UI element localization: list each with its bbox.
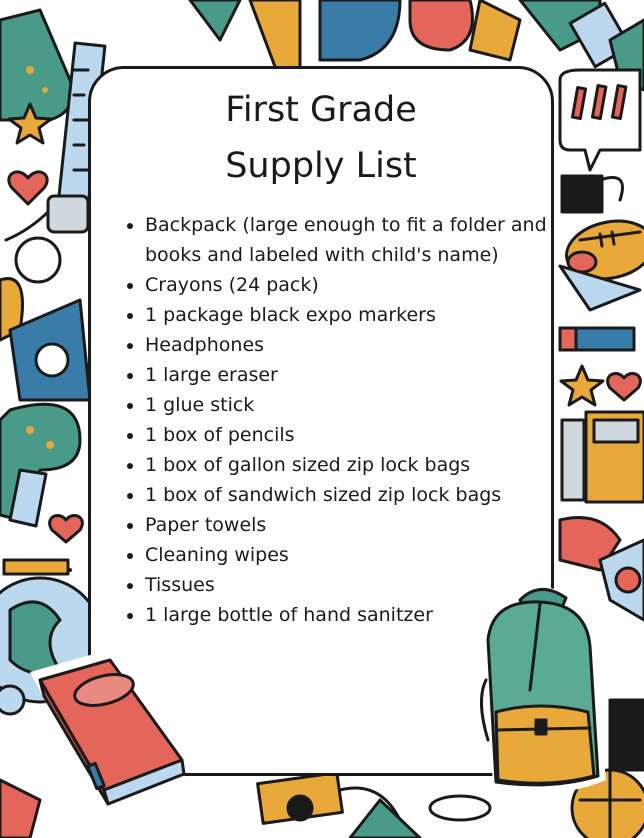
list-item: Tissues — [127, 570, 547, 600]
heart-icon — [608, 373, 641, 400]
calculator-icon — [562, 412, 644, 502]
list-item: Crayons (24 pack) — [127, 270, 547, 300]
list-item: 1 box of pencils — [127, 420, 547, 450]
headphones-icon — [6, 196, 88, 282]
page-title-line-1: First Grade — [225, 90, 417, 130]
supply-list — [127, 210, 547, 630]
pencil-icon — [560, 328, 634, 350]
list-item: 1 large eraser — [127, 360, 547, 390]
flask-icon — [0, 10, 73, 120]
page-title-line-2: Supply List — [225, 146, 417, 186]
heart-icon — [9, 172, 47, 204]
list-item: 1 package black expo markers — [127, 300, 547, 330]
supply-list-card — [88, 66, 554, 776]
heart-icon — [50, 515, 83, 542]
list-item: Paper towels — [127, 510, 547, 540]
list-item: 1 box of sandwich sized zip lock bags — [127, 480, 547, 510]
list-item: Headphones — [127, 330, 547, 360]
speech-bubble-icon — [560, 70, 640, 170]
binder-clip-icon — [562, 176, 623, 212]
star-icon — [561, 366, 603, 405]
list-item: 1 box of gallon sized zip lock bags — [127, 450, 547, 480]
list-item: Backpack (large enough to fit a folder and books and labeled with child's name) — [127, 210, 547, 270]
list-item: Cleaning wipes — [127, 540, 547, 570]
list-item: 1 glue stick — [127, 390, 547, 420]
flask-icon — [0, 404, 80, 526]
list-item: 1 large bottle of hand sanitzer — [127, 600, 547, 630]
globe-icon — [0, 560, 102, 702]
